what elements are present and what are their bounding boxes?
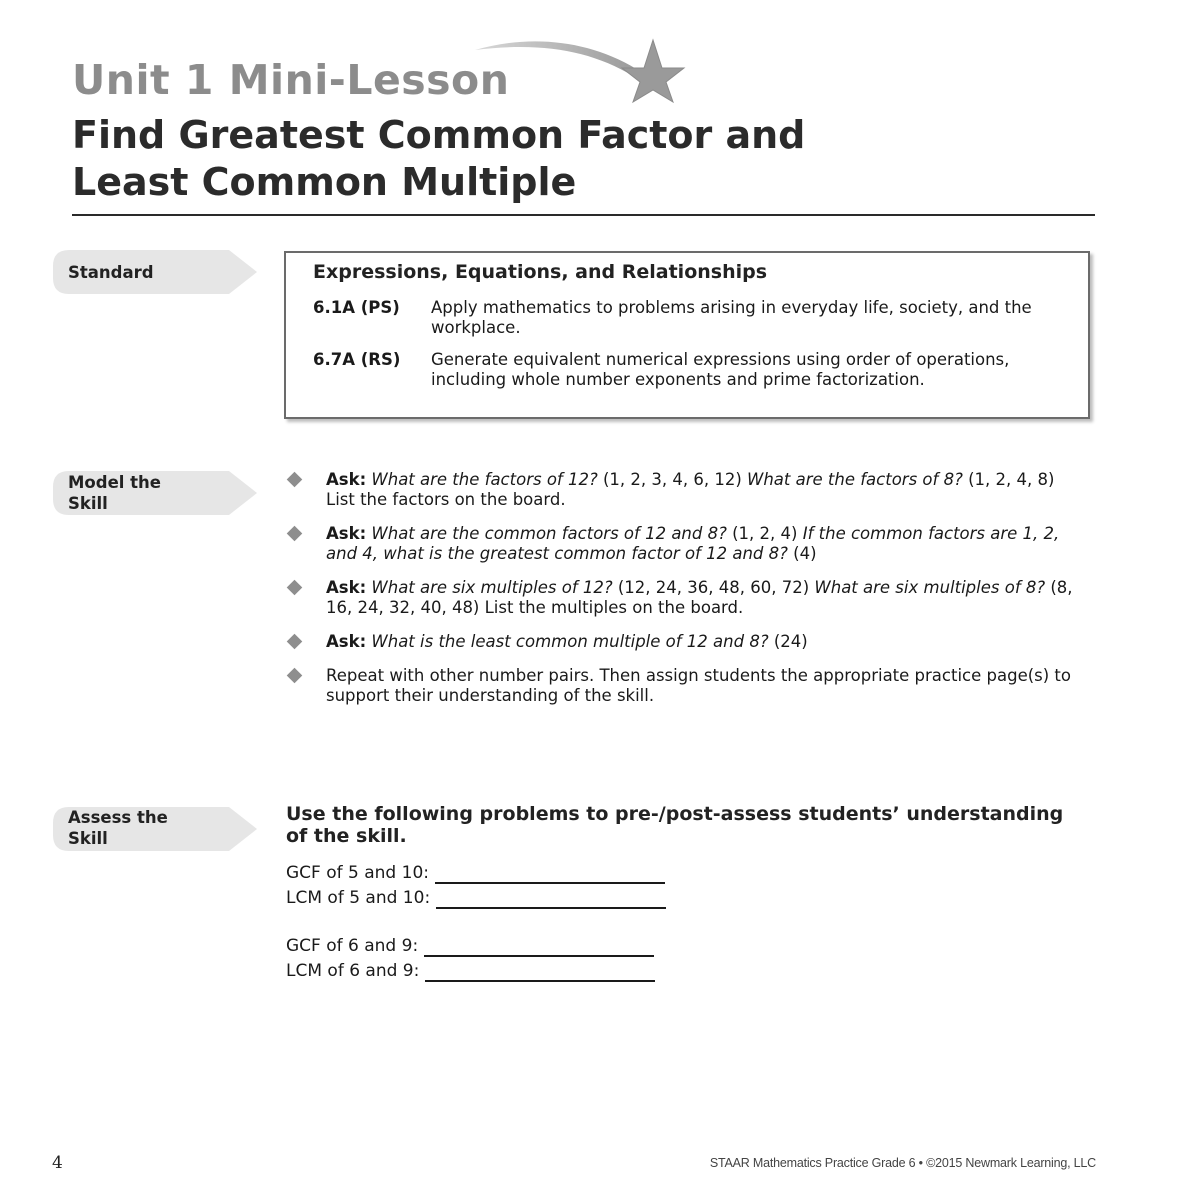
diamond-bullet-icon <box>287 526 303 542</box>
assess-problem <box>286 935 654 957</box>
assess-problem <box>286 862 665 884</box>
tab-label-line2: Skill <box>68 494 108 513</box>
ask-label: Ask: <box>326 578 367 597</box>
assess-problem <box>286 960 655 982</box>
standard-tab-label: Standard <box>68 263 154 282</box>
model-skill-tab-label <box>68 472 161 514</box>
tab-label-line2: Skill <box>68 829 108 848</box>
page-title <box>72 112 1122 206</box>
assess-skill-tab-label <box>68 807 168 849</box>
standard-text: Generate equivalent numerical expressions using order of operations, including whole number exponents and prime factorization. <box>431 350 1010 389</box>
answer-text: (4) <box>793 544 817 563</box>
question-text: What are six multiples of 8? <box>814 578 1046 597</box>
list-item <box>286 666 1086 706</box>
list-item <box>286 524 1086 564</box>
standard-code: 6.1A (PS) <box>313 298 400 317</box>
ask-label: Ask: <box>326 524 367 543</box>
standard-heading: Expressions, Equations, and Relationships <box>313 261 768 283</box>
model-skill-list <box>286 470 1086 720</box>
unit-label: Unit 1 Mini-Lesson <box>72 56 510 104</box>
answer-text: (1, 2, 3, 4, 6, 12) <box>602 470 742 489</box>
page-title-line2: Least Common Multiple <box>72 160 577 204</box>
diamond-bullet-icon <box>287 580 303 596</box>
ask-label: Ask: <box>326 470 367 489</box>
question-text: What are the factors of 12? <box>371 470 598 489</box>
list-item <box>286 632 1086 652</box>
diamond-bullet-icon <box>287 668 303 684</box>
page-title-line1: Find Greatest Common Factor and <box>72 113 806 157</box>
problem-label: LCM of 6 and 9: <box>286 961 420 981</box>
assess-heading: Use the following problems to pre-/post-assess students’ understanding of the skill. <box>286 803 1064 847</box>
page-number: 4 <box>52 1153 63 1173</box>
question-text: What are the common factors of 12 and 8? <box>371 524 727 543</box>
diamond-bullet-icon <box>287 634 303 650</box>
answer-text: (8, 16, 24, 32, 40, 48) List the multiples on the board. <box>326 578 1073 617</box>
tab-label-line1: Model the <box>68 473 161 492</box>
answer-text: (24) <box>773 632 808 651</box>
answer-blank[interactable] <box>424 938 654 957</box>
answer-blank[interactable] <box>425 963 655 982</box>
standard-code: 6.7A (RS) <box>313 350 401 369</box>
standard-tab <box>53 250 257 294</box>
ask-label: Ask: <box>326 632 367 651</box>
answer-text: (1, 2, 4, 8) List the factors on the board. <box>326 470 1055 509</box>
problem-label: GCF of 5 and 10: <box>286 863 429 883</box>
list-item <box>286 578 1086 618</box>
standard-text: Apply mathematics to problems arising in everyday life, society, and the workplace. <box>431 298 1032 337</box>
diamond-bullet-icon <box>287 472 303 488</box>
question-text: What are the factors of 8? <box>747 470 963 489</box>
footer-credit: STAAR Mathematics Practice Grade 6 • ©2015 Newmark Learning, LLC <box>709 1156 1096 1170</box>
problem-label: LCM of 5 and 10: <box>286 888 431 908</box>
answer-text: (12, 24, 36, 48, 60, 72) <box>617 578 810 597</box>
question-text: What are six multiples of 12? <box>371 578 613 597</box>
tab-label-line1: Assess the <box>68 808 168 827</box>
answer-blank[interactable] <box>436 890 666 909</box>
answer-blank[interactable] <box>435 865 665 884</box>
question-text: What is the least common multiple of 12 and 8? <box>371 632 769 651</box>
question-text: If the common factors are 1, 2, and 4, what is the greatest common factor of 12 and 8? <box>326 524 1060 563</box>
problem-label: GCF of 6 and 9: <box>286 936 419 956</box>
list-item <box>286 470 1086 510</box>
answer-text: (1, 2, 4) <box>732 524 798 543</box>
model-skill-tab <box>53 471 257 515</box>
shooting-star-icon <box>470 36 690 106</box>
instruction-text: Repeat with other number pairs. Then assign students the appropriate practice page(s) to support their understanding of the skill. <box>326 666 1071 705</box>
title-divider <box>72 214 1095 216</box>
assess-skill-tab <box>53 807 257 851</box>
assess-problem <box>286 887 666 909</box>
standard-box <box>284 251 1090 419</box>
